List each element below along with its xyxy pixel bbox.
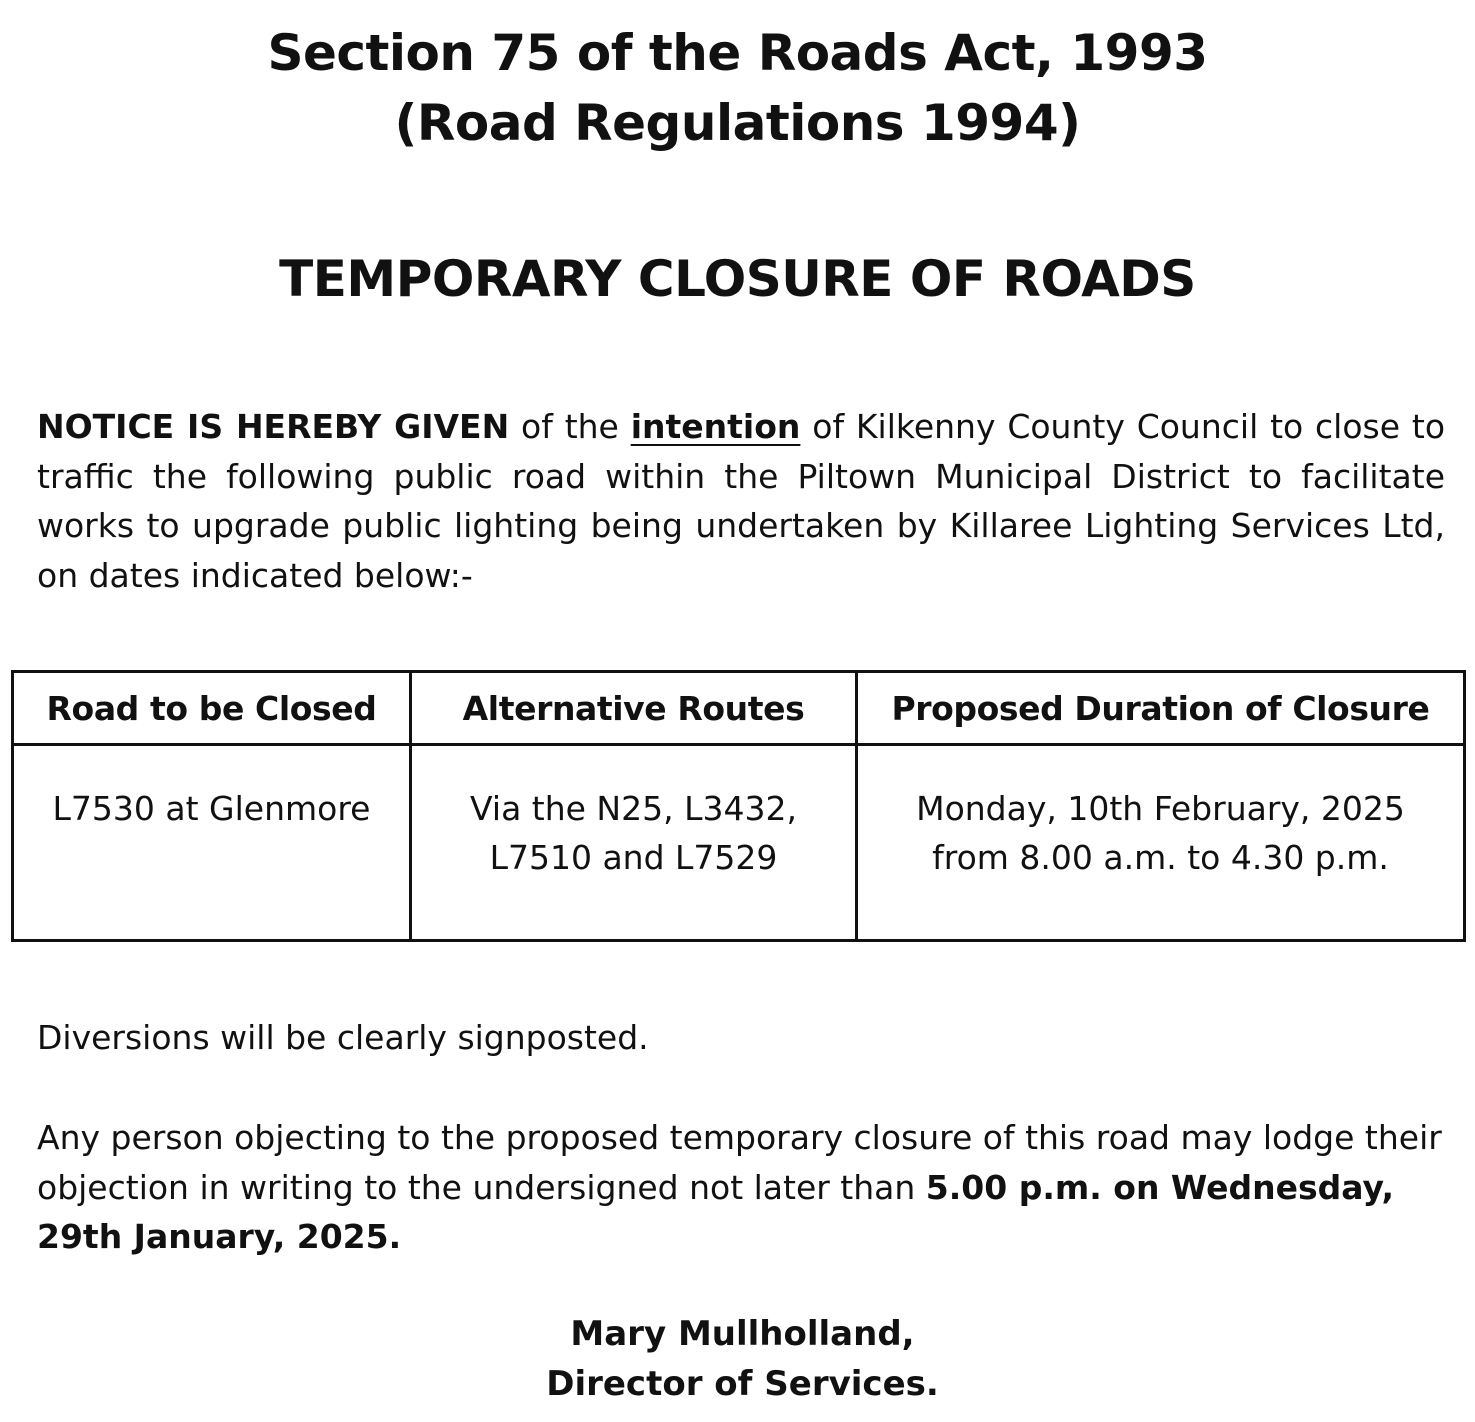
diversions-paragraph: Diversions will be clearly signposted. [37, 1018, 649, 1057]
header-proposed-duration: Proposed Duration of Closure [857, 672, 1465, 745]
routes-line-2: L7510 and L7529 [489, 838, 778, 877]
objection-deadline: 5.00 p.m. on Wednesday, 29th January, 2025. [37, 1167, 1395, 1256]
notice-text-2: of Kilkenny County Council to close to traffic the following public road within the Piltown Municipal District to facilitate works to upgrade public lighting being undertaken by Killaree Lighting Services Ltd, on dates indicated below:- [37, 407, 1446, 595]
signatory-name: Mary Mullholland, [570, 1314, 915, 1354]
header-road-to-be-closed: Road to be Closed [13, 672, 411, 745]
duration-line-1: Monday, 10th February, 2025 [916, 789, 1405, 828]
table-header-row [13, 672, 1465, 745]
objection-paragraph [37, 1113, 1445, 1262]
cell-routes [411, 745, 857, 941]
cell-duration [857, 745, 1465, 941]
signature-block [0, 1309, 1475, 1409]
routes-line-1: Via the N25, L3432, [470, 789, 797, 828]
title-line-act: Section 75 of the Roads Act, 1993 [267, 24, 1208, 82]
road-name: L7530 at Glenmore [52, 789, 371, 828]
notice-paragraph [37, 402, 1445, 600]
road-closure-table [11, 670, 1466, 942]
header-alternative-routes: Alternative Routes [411, 672, 857, 745]
notice-title [0, 18, 1475, 158]
cell-road [13, 745, 411, 941]
notice-emphasis: intention [630, 407, 801, 446]
objection-text: Any person objecting to the proposed temporary closure of this road may lodge their objection in writing to the undersigned not later than [37, 1118, 1442, 1207]
notice-subtitle: TEMPORARY CLOSURE OF ROADS [279, 250, 1196, 308]
table-row [13, 745, 1465, 941]
notice-lead: NOTICE IS HEREBY GIVEN [37, 407, 510, 446]
title-line-regulations: (Road Regulations 1994) [394, 94, 1081, 152]
duration-line-2: from 8.00 a.m. to 4.30 p.m. [932, 838, 1389, 877]
notice-text-1: of the [509, 407, 631, 446]
signatory-role: Director of Services. [546, 1364, 939, 1404]
